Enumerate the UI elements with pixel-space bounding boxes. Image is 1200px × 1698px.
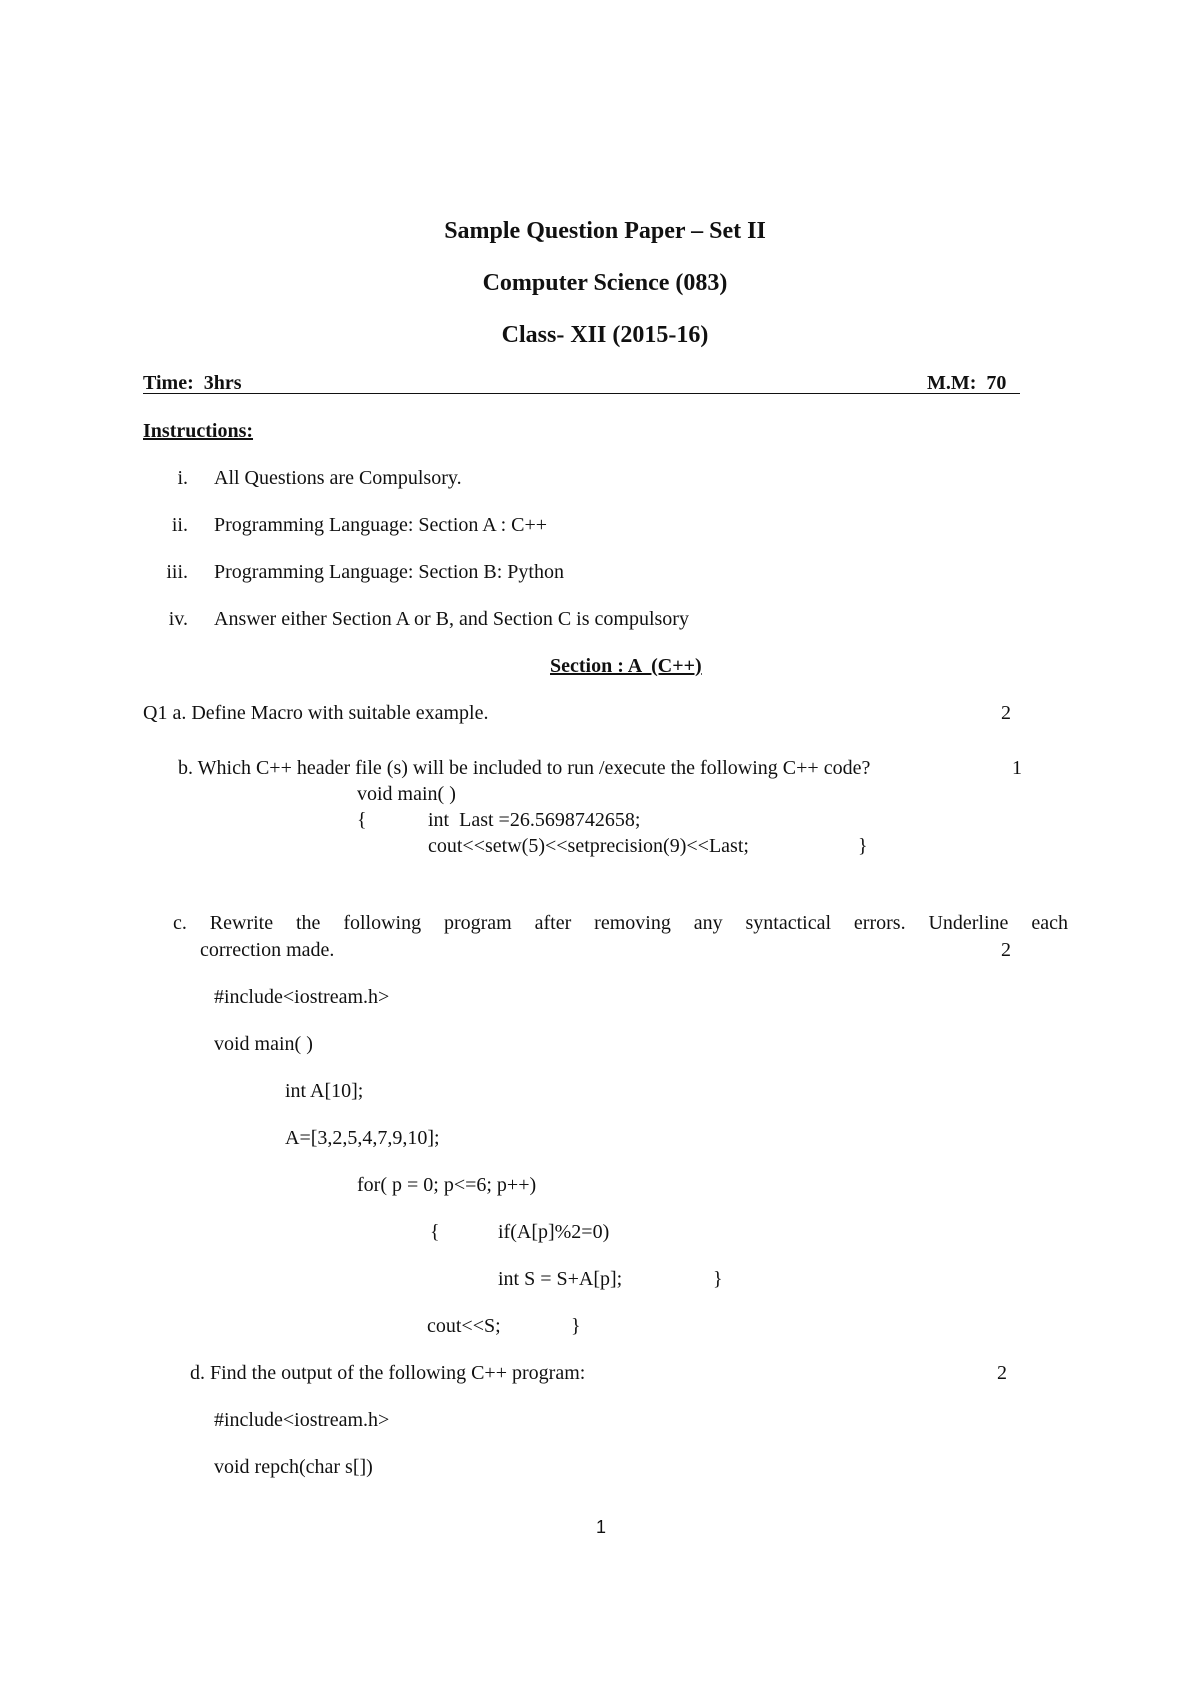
word: any: [693, 912, 723, 934]
question-1b-marks: 1: [1012, 757, 1022, 779]
question-1d-marks: 2: [997, 1362, 1007, 1384]
code-line: A=[3,2,5,4,7,9,10];: [285, 1127, 440, 1149]
word: Underline: [928, 912, 1009, 934]
section-a-heading: Section : A (C++): [550, 655, 702, 677]
header-divider: [143, 393, 1020, 394]
code-line: int Last =26.5698742658;: [428, 809, 641, 831]
code-line: #include<iostream.h>: [214, 1409, 390, 1431]
code-line: {: [430, 1221, 440, 1243]
instruction-number: iii.: [166, 561, 188, 583]
class-title: Class- XII (2015-16): [501, 322, 709, 348]
code-line: }: [858, 835, 868, 857]
max-marks-label: M.M: 70: [927, 372, 1007, 394]
question-1a-marks: 2: [1001, 702, 1011, 724]
code-line: cout<<setw(5)<<setprecision(9)<<Last;: [428, 835, 749, 857]
word: the: [295, 912, 321, 934]
question-1d-text: d. Find the output of the following C++ program:: [190, 1362, 586, 1384]
question-1c-line: [173, 911, 1068, 935]
question-1a-text: Q1 a. Define Macro with suitable example.: [143, 702, 489, 724]
code-line: int A[10];: [285, 1080, 364, 1102]
question-1b-text: b. Which C++ header file (s) will be included to run /execute the following C++ code?: [178, 757, 871, 779]
code-line: }: [713, 1268, 723, 1290]
paper-title: Sample Question Paper – Set II: [444, 218, 766, 244]
word: removing: [594, 912, 671, 934]
word: syntactical: [745, 912, 832, 934]
code-line: cout<<S;: [427, 1315, 501, 1337]
word: following: [343, 912, 422, 934]
word: c.: [173, 912, 187, 934]
instruction-text: Programming Language: Section A : C++: [214, 514, 548, 536]
word: errors.: [853, 912, 906, 934]
instruction-text: Answer either Section A or B, and Section C is compulsory: [214, 608, 689, 630]
code-line: void main( ): [214, 1033, 313, 1055]
code-line: #include<iostream.h>: [214, 986, 390, 1008]
word: program: [443, 912, 512, 934]
code-line: int S = S+A[p];: [498, 1268, 623, 1290]
word: each: [1031, 912, 1068, 934]
word: after: [534, 912, 572, 934]
question-1c-text: correction made.: [200, 939, 335, 961]
instruction-number: i.: [177, 467, 188, 489]
instruction-number: iv.: [168, 608, 188, 630]
page-number: 1: [596, 1517, 607, 1537]
code-line: }: [571, 1315, 581, 1337]
code-line: if(A[p]%2=0): [498, 1221, 610, 1243]
instructions-heading: Instructions:: [143, 420, 254, 442]
question-1c-marks: 2: [1001, 939, 1011, 961]
time-label: Time: 3hrs: [143, 372, 242, 394]
instruction-text: Programming Language: Section B: Python: [214, 561, 564, 583]
word: Rewrite: [209, 912, 274, 934]
code-line: void main( ): [357, 783, 456, 805]
code-line: for( p = 0; p<=6; p++): [357, 1174, 537, 1196]
code-line: void repch(char s[]): [214, 1456, 373, 1478]
instruction-number: ii.: [171, 514, 188, 536]
instruction-text: All Questions are Compulsory.: [214, 467, 462, 489]
subject-title: Computer Science (083): [482, 270, 728, 296]
code-line: {: [357, 809, 367, 831]
